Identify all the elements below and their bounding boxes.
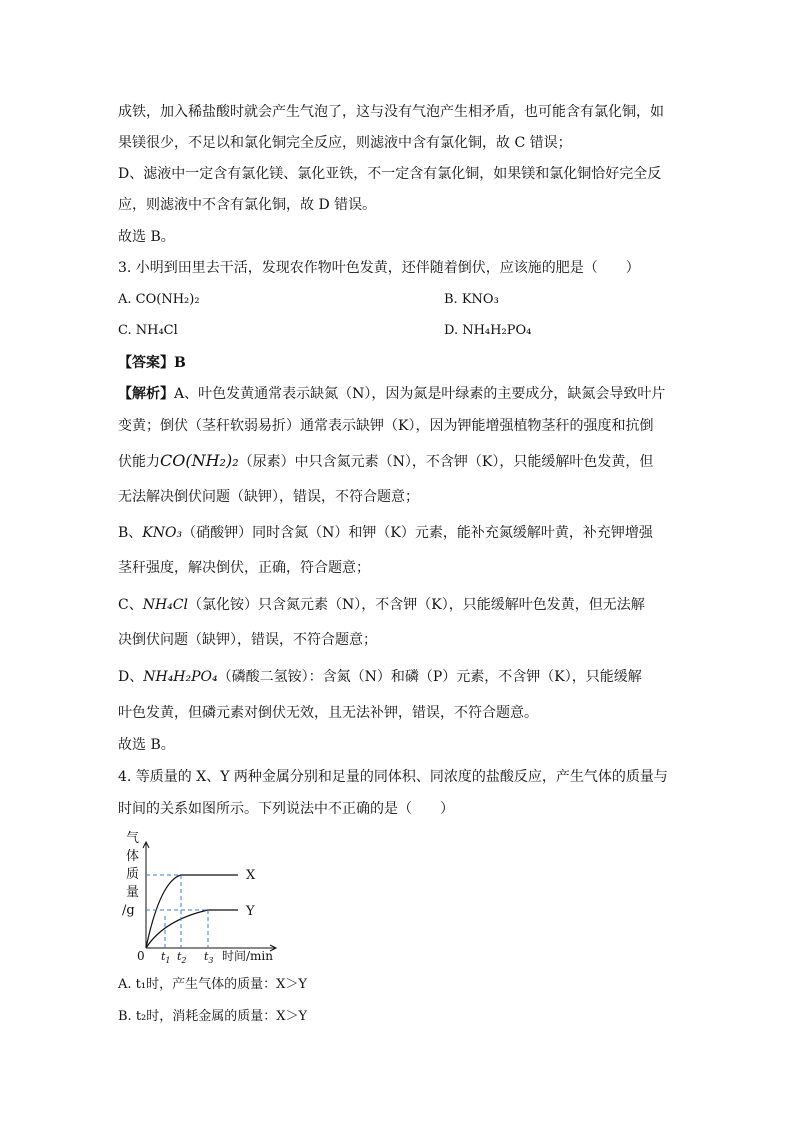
analysis-text: （硝酸钾）同时含氮（N）和钾（K）元素，能补充氮缓解叶黄，补充钾增强 bbox=[182, 525, 653, 541]
analysis-text: （氯化铵）只含氮元素（N），不含钾（K），只能缓解叶色发黄，但无法解 bbox=[187, 597, 645, 613]
formula: KNO₃ bbox=[142, 525, 183, 541]
analysis-text: 伏能力 bbox=[118, 454, 160, 470]
question-3-option-d: D. NH₄H₂PO₄ bbox=[444, 323, 532, 338]
question-3-stem: 3. 小明到田里去干活，发现农作物叶色发黄，还伴随着倒伏，应该施的肥是（ ） bbox=[118, 260, 640, 276]
y-axis-label-char: 量 bbox=[126, 885, 140, 900]
paragraph-line: 果镁很少，不足以和氯化铜完全反应，则滤液中含有氯化铜，故 C 错误； bbox=[118, 135, 572, 151]
analysis-line bbox=[118, 523, 653, 543]
x-tick-label: $t_3$ bbox=[204, 950, 214, 965]
question-4-stem: 时间的关系如图所示。下列说法中不正确的是（ ） bbox=[118, 801, 454, 817]
analysis-text: （磷酸二氢铵）：含氮（N）和磷（P）元素，不含钾（K），只能缓解 bbox=[217, 669, 642, 685]
formula: NH₄H₂PO₄ bbox=[143, 669, 218, 685]
y-axis-label-char: 气 bbox=[126, 831, 140, 846]
series-label-y: Y bbox=[246, 904, 255, 919]
x-tick-label: $t_1$ bbox=[161, 950, 171, 965]
answer-label: 【答案】B bbox=[118, 355, 186, 371]
analysis-tag: 【解析】 bbox=[118, 386, 174, 402]
question-3-option-b: B. KNO₃ bbox=[444, 292, 499, 307]
series-label-x: X bbox=[246, 868, 256, 883]
question-4-option-b: B. t₂时，消耗金属的质量：X＞Y bbox=[118, 1009, 308, 1024]
question-3-option-c: C. NH₄Cl bbox=[118, 323, 178, 338]
analysis-line: 决倒伏问题（缺钾），错误，不符合题意； bbox=[118, 632, 377, 648]
question-4-option-a: A. t₁时，产生气体的质量：X＞Y bbox=[118, 977, 307, 992]
gas-time-chart bbox=[118, 828, 288, 968]
paragraph-line: 成铁，加入稀盐酸时就会产生气泡了，这与没有气泡产生相矛盾，也可能含有氯化铜，如 bbox=[118, 104, 664, 120]
analysis-text: （尿素）中只含氮元素（N），不含钾（K），只能缓解叶色发黄，但 bbox=[238, 454, 654, 470]
y-axis-label-char: /g bbox=[122, 903, 135, 918]
analysis-line bbox=[118, 451, 653, 472]
series-x-line bbox=[146, 875, 238, 948]
y-axis-label-char: 质 bbox=[126, 867, 140, 882]
formula: CO(NH₂)₂ bbox=[160, 451, 239, 470]
conclusion-line: 故选 B。 bbox=[118, 737, 175, 753]
analysis-text: B、 bbox=[118, 525, 143, 541]
analysis-line bbox=[118, 595, 645, 615]
analysis-line: 无法解决倒伏问题（缺钾），错误，不符合题意； bbox=[118, 489, 419, 505]
paragraph-line: 应，则滤液中不含有氯化铜，故 D 错误。 bbox=[118, 197, 377, 213]
formula: NH₄Cl bbox=[142, 597, 188, 613]
y-axis-label-char: 体 bbox=[126, 849, 140, 864]
paragraph-line: D、滤液中一定含有氯化镁、氯化亚铁，不一定含有氯化铜，如果镁和氯化铜恰好完全反 bbox=[118, 166, 662, 182]
analysis-text: A、叶色发黄通常表示缺氮（N），因为氮是叶绿素的主要成分，缺氮会导致叶片 bbox=[174, 386, 666, 402]
conclusion-line: 故选 B。 bbox=[118, 229, 175, 245]
analysis-line: 变黄；倒伏（茎秆软弱易折）通常表示缺钾（K），因为钾能增强植物茎秆的强度和抗倒 bbox=[118, 418, 654, 434]
analysis-line: 茎秆强度，解决倒伏，正确，符合题意； bbox=[118, 560, 370, 576]
origin-label: 0 bbox=[137, 949, 145, 963]
x-axis-label: 时间/min bbox=[222, 949, 273, 963]
analysis-text: C、 bbox=[118, 597, 143, 613]
analysis-line bbox=[118, 384, 665, 404]
analysis-line: 叶色发黄，但磷元素对倒伏无效，且无法补钾，错误，不符合题意。 bbox=[118, 705, 538, 721]
analysis-line bbox=[118, 667, 642, 687]
series-y-line bbox=[146, 910, 238, 948]
x-tick-label: $t_2$ bbox=[177, 950, 187, 965]
question-4-stem: 4. 等质量的 X、Y 两种金属分别和足量的同体积、同浓度的盐酸反应，产生气体的质量与 bbox=[118, 769, 668, 785]
analysis-text: D、 bbox=[118, 669, 144, 685]
question-3-option-a: A. CO(NH₂)₂ bbox=[118, 292, 200, 307]
